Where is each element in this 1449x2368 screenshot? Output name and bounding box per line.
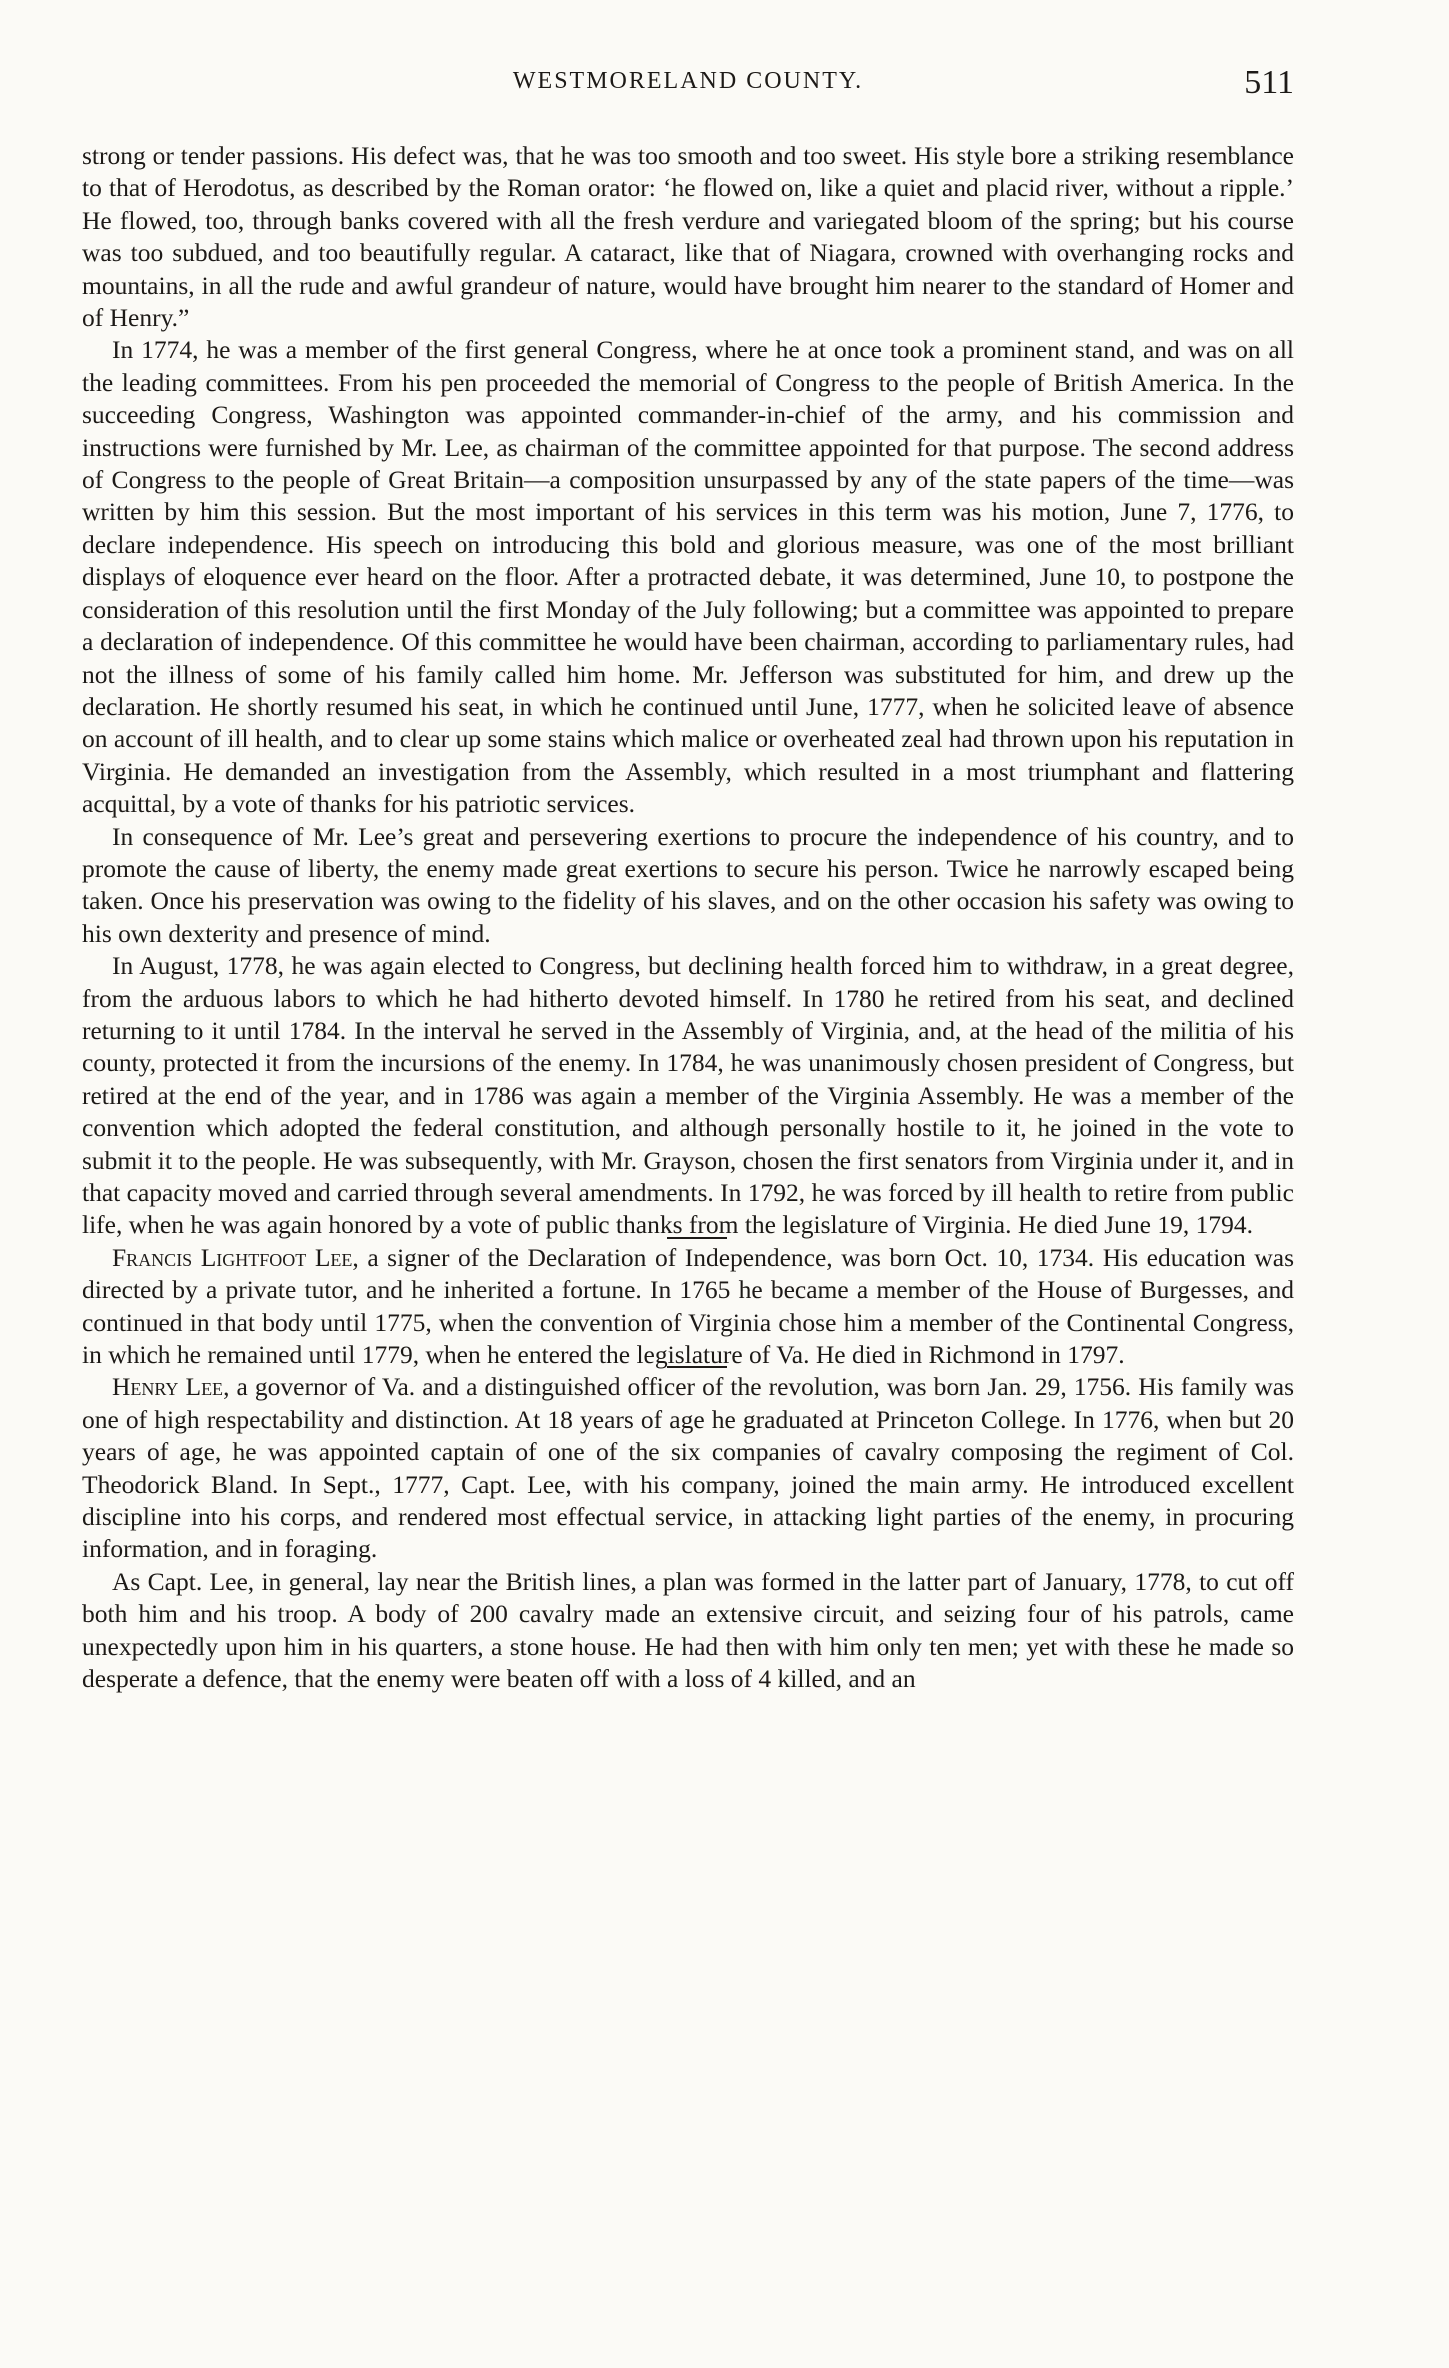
- running-head: WESTMORELAND COUNTY.: [512, 68, 864, 94]
- paragraph: In consequence of Mr. Lee’s great and persevering exertions to procure the independence of his country, and to promote the cause of liberty, the enemy made great exertions to secure his person. Twice he narrowly escaped being taken. Once his preservation was owing to the fidelity of his slaves, and on the other occasion his safety was owing to his own dexterity and presence of mind.: [82, 821, 1294, 948]
- person-name: Francis Lightfoot Lee: [112, 1242, 353, 1272]
- biography-francis-lightfoot-lee: [82, 1242, 1294, 1372]
- biography-henry-lee: [82, 1371, 1294, 1565]
- page-header: [82, 64, 1294, 106]
- biography-text: , a governor of Va. and a distinguished officer of the revolution, was born Jan. 29, 1756. His family was one of high respectability and distinction. At 18 years of age he graduated at Princeton College. In 1776, when but 20 years of age, he was appointed captain of one of the six companies of cavalry composing the regiment of Col. Theodorick Bland. In Sept., 1777, Capt. Lee, with his company, joined the main army. He introduced excellent discipline into his corps, and rendered most effectual service, in attacking light parties of the enemy, in procuring information, and in foraging.: [82, 1372, 1294, 1564]
- paragraph-continued: strong or tender passions. His defect was, that he was too smooth and too sweet. His style bore a striking resemblance to that of Herodotus, as described by the Roman orator: ‘he flowed on, like a quiet and placid river, without a ripple.’ He flowed, too, through banks covered with all the fresh verdure and variegated bloom of the spring; but his course was too subdued, and too beautifully regular. A cataract, like that of Niagara, crowned with overhanging rocks and mountains, in all the rude and awful grandeur of nature, would have brought him nearer to the standard of Homer and of Henry.”: [82, 141, 1294, 333]
- biography-text: , a signer of the Declaration of Independence, was born Oct. 10, 1734. His education was directed by a private tutor, and he inherited a fortune. In 1765 he became a member of the House of Burgesses, and continued in that body until 1775, when the convention of Virginia chose him a member of the Continental Congress, in which he remained until 1779, when he entered the legislature of Va. He died in Richmond in 1797.: [82, 1242, 1294, 1370]
- page-number: 511: [1244, 64, 1294, 101]
- paragraph: As Capt. Lee, in general, lay near the British lines, a plan was formed in the latter part of January, 1778, to cut off both him and his troop. A body of 200 cavalry made an extensive circuit, and seizing four of his patrols, came unexpectedly upon him in his quarters, a stone house. He had then with him only ten men; yet with these he made so desperate a defence, that the enemy were beaten off with a loss of 4 killed, and an: [82, 1566, 1294, 1694]
- paragraph: In 1774, he was a member of the first general Congress, where he at once took a prominent stand, and was on all the leading committees. From his pen proceeded the memorial of Congress to the people of British America. In the succeeding Congress, Washington was appointed commander-in-chief of the army, and his commission and instructions were furnished by Mr. Lee, as chairman of the committee appointed for that purpose. The second address of Congress to the people of Great Britain—a composition unsurpassed by any of the state papers of the time—was written by him this session. But the most important of his services in this term was his motion, June 7, 1776, to declare independence. His speech on introducing this bold and glorious measure, was one of the most brilliant displays of eloquence ever heard on the floor. After a protracted debate, it was determined, June 10, to postpone the consideration of this resolution until the first Monday of the July following; but a committee was appointed to prepare a declaration of independence. Of this committee he would have been chairman, according to parliamentary rules, had not the illness of some of his family called him home. Mr. Jefferson was substituted for him, and drew up the declaration. He shortly resumed his seat, in which he continued until June, 1777, when he solicited leave of absence on account of ill health, and to clear up some stains which malice or overheated zeal had thrown upon his reputation in Virginia. He demanded an investigation from the Assembly, which resulted in a most triumphant and flattering acquittal, by a vote of thanks for his patriotic services.: [82, 335, 1294, 819]
- paragraph: In August, 1778, he was again elected to Congress, but declining health forced him to withdraw, in a great degree, from the arduous labors to which he had hitherto devoted himself. In 1780 he retired from his seat, and declined returning to it until 1784. In the interval he served in the Assembly of Virginia, and, at the head of the militia of his county, protected it from the incursions of the enemy. In 1784, he was unanimously chosen president of Congress, but retired at the end of the year, and in 1786 was again a member of the Virginia Assembly. He was a member of the convention which adopted the federal constitution, and although personally hostile to it, he joined in the vote to submit it to the people. He was subsequently, with Mr. Grayson, chosen the first senators from Virginia under it, and in that capacity moved and carried through several amendments. In 1792, he was forced by ill health to retire from public life, when he was again honored by a vote of public thanks from the legislature of Virginia. He died June 19, 1794.: [82, 951, 1294, 1240]
- person-name: Henry Lee: [112, 1372, 224, 1402]
- body-text: [82, 140, 1294, 1696]
